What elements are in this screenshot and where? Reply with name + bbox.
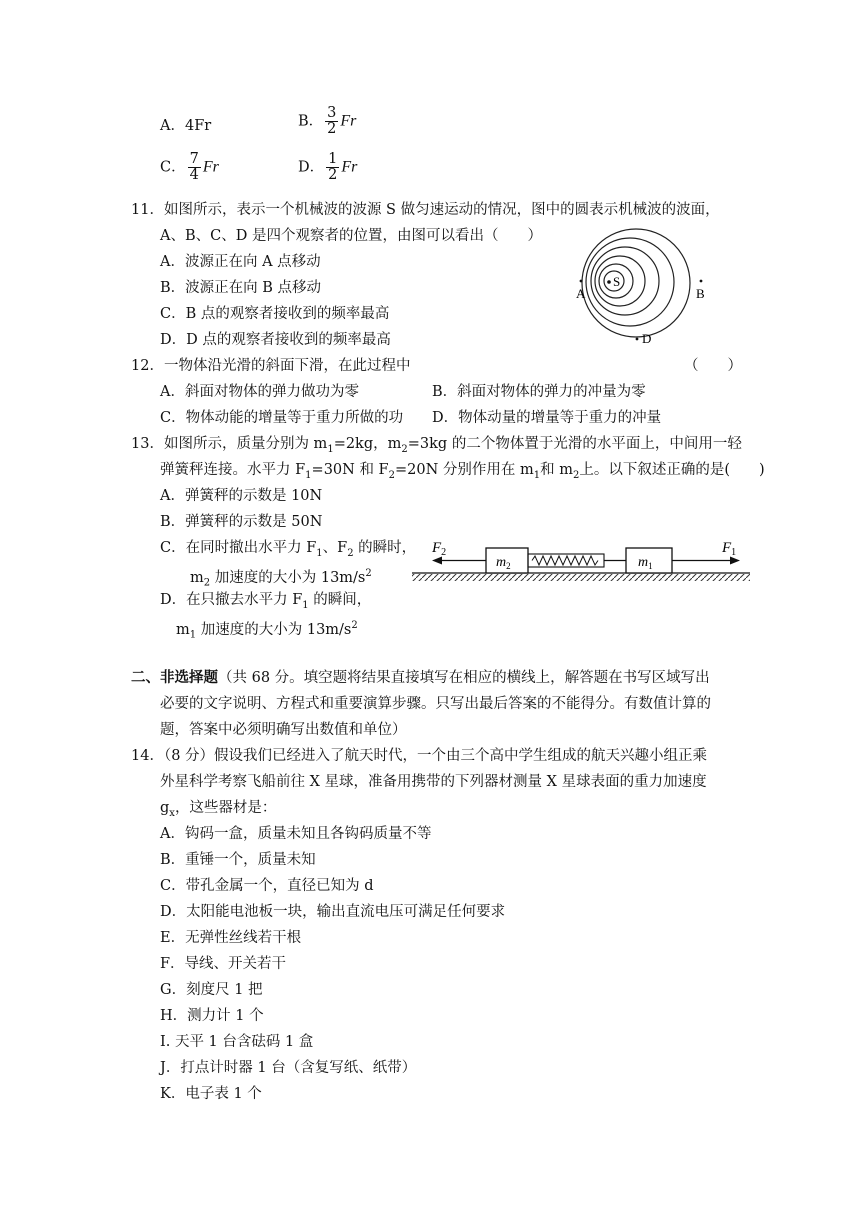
label-d: D [642, 331, 652, 346]
q12-option-d: D．物体动量的增量等于重力的冲量 [432, 410, 662, 426]
q13-option-a: A．弹簧秤的示数是 10N [160, 488, 323, 504]
q10-option-d: D． $\frac{1}{2}$ Fr [298, 151, 358, 183]
q14-stem-line3: $g_x$，这些器材是： [160, 800, 277, 819]
observer-a-dot [580, 280, 583, 283]
q12-answer-paren: （ ） [684, 358, 742, 374]
q13-stem-line1: 13．如图所示，质量分别为 $m_1=2kg$，$m_2=3kg$ 的二个物体置于光滑的水平面上，中间用一轻 [131, 436, 742, 455]
fraction: $\frac{7}{4}$ [189, 151, 199, 183]
label-b: B [696, 286, 705, 301]
q11-option-b: B．波源正在向 B 点移动 [160, 280, 322, 296]
source-dot [607, 280, 611, 284]
equipment-item: D．太阳能电池板一块，输出直流电压可满足任何要求 [160, 904, 506, 920]
wave-source-diagram [570, 226, 720, 348]
equipment-item: I. 天平 1 台含砝码 1 盒 [160, 1034, 314, 1050]
q13-option-b: B．弹簧秤的示数是 50N [160, 514, 323, 530]
q10-option-b: B． $\frac{3}{2}$ Fr [298, 105, 357, 137]
spring-scale-diagram [410, 536, 755, 586]
q13-option-c-line2: $m_2$ 加速度的大小为 $13m/s^2$ [190, 568, 372, 589]
equipment-item: B．重锤一个，质量未知 [160, 852, 316, 868]
label-s: S [613, 274, 621, 289]
q12-option-b: B．斜面对物体的弹力的冲量为零 [432, 384, 646, 400]
spring-coil [532, 556, 598, 565]
observer-d-dot [636, 338, 639, 341]
equipment-item: K．电子表 1 个 [160, 1086, 262, 1102]
q11-option-a: A．波源正在向 A 点移动 [160, 254, 321, 270]
q14-stem-line2: 外星科学考察飞船前往 X 星球，准备用携带的下列器材测量 X 星球表面的重力加速度 [160, 774, 707, 790]
wavefront-circle [591, 247, 659, 315]
q10-option-a: A．4Fr [160, 118, 212, 134]
q10-option-c: C． $\frac{7}{4}$ Fr [160, 151, 219, 183]
equipment-item: G．刻度尺 1 把 [160, 982, 263, 998]
equipment-item: J．打点计时器 1 台（含复写纸、纸带） [160, 1060, 417, 1076]
label-a: A [576, 286, 586, 301]
q13-option-c-line1: C．在同时撤出水平力 $F_1$、$F_2$ 的瞬时， [160, 540, 417, 559]
label-f2: $F_2$ [432, 540, 447, 558]
section2-line3: 题，答案中必须明确写出数值和单位） [160, 722, 407, 738]
q11-stem-line1: 11．如图所示，表示一个机械波的波源 S 做匀速运动的情况，图中的圆表示机械波的波面， [131, 202, 720, 218]
section2-title: 二、非选择题 [131, 669, 218, 686]
section2-heading: 二、非选择题（共 68 分。填空题将结果直接填写在相应的横线上，解答题在书写区域写出 [131, 669, 710, 686]
ground-hatch [412, 574, 750, 581]
label-f1: $F_1$ [722, 540, 737, 558]
q13-stem-line2: 弹簧秤连接。水平力 $F_1=30N$ 和 $F_2=20N$ 分别作用在 $m_1$和 $m_2$上。以下叙述正确的是( ) [160, 462, 765, 481]
equipment-item: E．无弹性丝线若干根 [160, 930, 302, 946]
label-m1: $m_1$ [638, 555, 653, 571]
section2-line2: 必要的文字说明、方程式和重要演算步骤。只写出最后答案的不能得分。有数值计算的 [160, 696, 711, 712]
fraction: $\frac{1}{2}$ [328, 151, 338, 183]
q13-option-d-line1: D．在只撤去水平力 $F_1$ 的瞬间， [160, 592, 372, 611]
q12-stem: 12．一物体沿光滑的斜面下滑，在此过程中 [131, 358, 411, 374]
q11-stem-line2: A、B、C、D 是四个观察者的位置，由图可以看出（ ） [160, 228, 542, 244]
label-m2: $m_2$ [496, 555, 511, 571]
q11-option-c: C．B 点的观察者接收到的频率最高 [160, 306, 390, 322]
equipment-item: H．测力计 1 个 [160, 1008, 264, 1024]
fraction: $\frac{3}{2}$ [327, 105, 337, 137]
equipment-item: C．带孔金属一个，直径已知为 d [160, 878, 374, 894]
q12-option-a: A．斜面对物体的弹力做功为零 [160, 384, 359, 400]
q13-option-d-line2: $m_1$ 加速度的大小为 $13m/s^2$ [176, 620, 358, 641]
q12-option-c: C．物体动能的增量等于重力所做的功 [160, 410, 404, 426]
equipment-item: A．钩码一盒，质量未知且各钩码质量不等 [160, 826, 432, 842]
q11-option-d: D．D 点的观察者接收到的频率最高 [160, 332, 391, 348]
equipment-item: F．导线、开关若干 [160, 956, 287, 972]
q14-stem-line1: 14．（8 分）假设我们已经进入了航天时代，一个由三个高中学生组成的航天兴趣小组正乘 [131, 748, 708, 764]
observer-b-dot [700, 280, 703, 283]
